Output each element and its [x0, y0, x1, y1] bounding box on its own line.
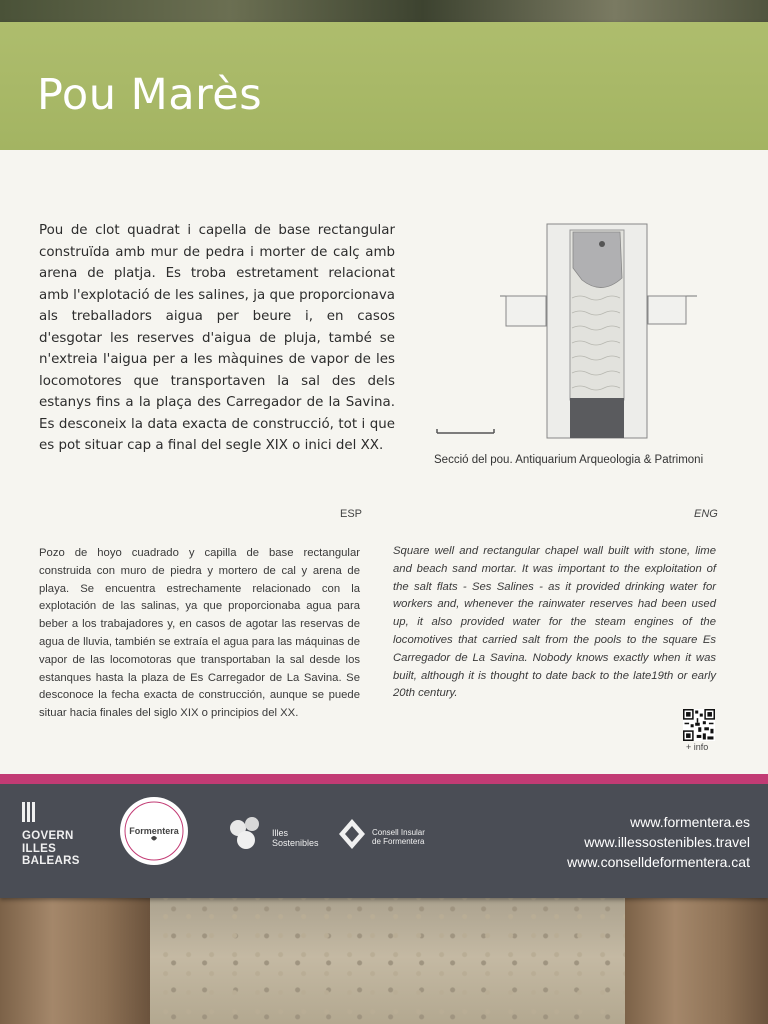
govern-line-2: ILLES — [22, 842, 57, 855]
formentera-logo-text: Formentera — [129, 826, 179, 836]
wooden-post-right — [625, 890, 768, 1024]
illes-sostenibles-logo — [226, 814, 319, 854]
well-section-diagram — [432, 218, 702, 443]
govern-line-3: BALEARS — [22, 855, 80, 867]
consell-line-1: Consell Insular — [372, 828, 425, 837]
sign-footer — [0, 784, 768, 898]
illes-line-2: Sostenibles — [272, 838, 319, 848]
formentera-circle-logo — [119, 796, 189, 866]
url-formentera: www.formentera.es — [630, 814, 750, 830]
sign-title: Pou Marès — [37, 70, 263, 120]
url-illessostenibles: www.illessostenibles.travel — [584, 834, 750, 850]
govern-line-1: GOVERN — [22, 830, 74, 842]
consell-insular-logo — [338, 818, 425, 850]
english-text: Square well and rectangular chapel wall built with stone, lime and beach sand mortar. It was important to the exploitation of the salt flats - Ses Salines - as it provided drinking water for workers and, whenever the rainwater reserves had been used up, it also provided water for the steam engines of the locomotives that carried salt from the pools to the square Es Carregador de La Savina. Nobody knows exactly when it was built, although it is thought to date back to the late19th or early 20th century. — [393, 545, 716, 700]
consell-shield-icon — [338, 818, 366, 850]
illes-line-1: Illes — [272, 828, 289, 838]
catalan-text: Pou de clot quadrat i capella de base rectangular construïda amb mur de pedra i morter de calç amb arena de platja. Es troba estretament relacionat amb l'explotació de les salines, ja que proporcionava als treballadors aigua per beure i, en casos d'esgotar les reserves d'aigua de pluja, també se n'extreia l'aigua per a les màquines de vapor de les locomotores que transportaven la sal des dels estanys fins a la plaça des Carregador de la Savina. Es desconeix la data exacta de construcció, tot i que es pot situar cap a final del segle XIX o inici del XX. — [39, 223, 395, 453]
footer-urls — [567, 812, 750, 872]
consell-line-2: de Formentera — [372, 837, 425, 846]
eng-label: ENG — [694, 508, 718, 520]
wooden-post-left — [0, 890, 150, 1024]
footer-accent-line — [0, 774, 768, 784]
illes-sostenibles-icon — [226, 814, 268, 854]
information-sign — [0, 22, 768, 898]
diagram-caption: Secció del pou. Antiquarium Arqueologia & Patrimoni — [434, 454, 704, 466]
spanish-text: Pozo de hoyo cuadrado y capilla de base rectangular construida con muro de piedra y mortero de cal y arena de playa. Se encuentra estrechamente relacionado con la explotación de las salinas, ya que proporcionaba agua para beber a los trabajadores y, en casos de agotar las reservas de agua de lluvia, también se extraía el agua para las máquinas de vapor de las locomotoras que transportaban la sal desde los estanques hasta la plaza de Es Carregador de La Savina. Se desconoce la fecha exacta de construcción, aunque se puede situar hacia finales del siglo XIX o principios del XX. — [39, 547, 360, 720]
qr-code-icon — [683, 709, 715, 741]
url-consell: www.conselldeformentera.cat — [567, 854, 750, 870]
qr-info-label: + info — [686, 742, 709, 752]
govern-illes-balears-logo — [22, 802, 80, 868]
esp-label: ESP — [340, 508, 363, 520]
sign-header — [0, 22, 768, 150]
govern-emblem-icon — [22, 802, 36, 822]
